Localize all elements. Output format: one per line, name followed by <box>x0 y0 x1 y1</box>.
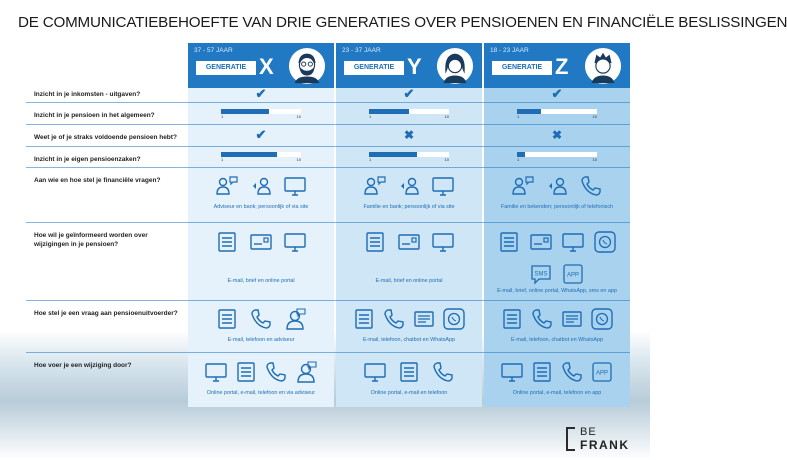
whatsapp-icon <box>442 307 466 331</box>
generation-label: GENERATIE <box>196 61 256 75</box>
question-label: Inzicht in je pensioen in het algemeen? <box>34 112 155 119</box>
rating-cell <box>188 151 334 161</box>
scale-max: 10 <box>296 157 301 162</box>
row-divider <box>26 124 630 125</box>
rating-cell <box>484 108 630 118</box>
chatbot-icon <box>560 307 584 331</box>
document-icon <box>234 360 258 384</box>
channels-caption: Adviseur en bank; persoonlijk of via site <box>213 204 309 210</box>
row-divider <box>26 167 630 168</box>
rating-cell <box>188 108 334 118</box>
channels-cell <box>484 307 630 344</box>
channels-cell <box>188 360 334 397</box>
logo-line-1: BE <box>580 426 597 438</box>
adviser-icon <box>283 307 307 331</box>
channels-caption: Online portal, e-mail, telefoon en app <box>512 390 602 396</box>
whatsapp-icon <box>590 307 614 331</box>
phone-icon <box>560 360 584 384</box>
channels-cell <box>188 230 334 285</box>
scale-min: 1 <box>369 114 372 119</box>
cross-icon: ✖ <box>551 128 563 142</box>
chatbot-icon <box>412 307 436 331</box>
phone-icon <box>530 307 554 331</box>
monitor-icon <box>500 360 524 384</box>
phone-icon <box>264 360 288 384</box>
logo-mark <box>566 427 575 451</box>
people-chat-icon <box>511 174 535 198</box>
mail-icon <box>529 230 553 254</box>
age-range: 23 - 37 JAAR <box>342 47 381 54</box>
app-icon-text: APP <box>566 272 580 279</box>
monitor-icon <box>431 174 455 198</box>
people-chat-icon <box>215 174 239 198</box>
rating-bar <box>369 151 449 161</box>
rating-bar-fill <box>221 109 269 114</box>
scale-max: 10 <box>296 114 301 119</box>
age-range: 37 - 57 JAAR <box>194 47 233 54</box>
rating-bar-fill <box>369 152 417 157</box>
checkmark-icon: ✔ <box>403 86 415 101</box>
scale-max: 10 <box>592 114 597 119</box>
talk-icon <box>545 174 569 198</box>
generation-label: GENERATIE <box>344 61 404 75</box>
rating-bar <box>517 151 597 161</box>
answer-cell <box>188 87 334 100</box>
row-divider <box>26 300 630 301</box>
scale-min: 1 <box>221 114 224 119</box>
question-label: Hoe voer je een wijziging door? <box>34 362 132 369</box>
generation-label: GENERATIE <box>492 61 552 75</box>
question-label: Inzicht in je eigen pensioenzaken? <box>34 156 141 163</box>
channels-caption: Online portal, e-mail, telefoon en via adviseur <box>206 390 316 396</box>
adviser-icon <box>294 360 318 384</box>
phone-icon <box>579 174 603 198</box>
answer-cell <box>188 128 334 141</box>
channels-caption: E-mail, brief en online portal <box>375 278 443 284</box>
header-generation-z <box>484 43 630 88</box>
document-icon <box>497 230 521 254</box>
channels-cell <box>336 174 482 211</box>
monitor-icon <box>283 174 307 198</box>
channels-caption: E-mail, telefoon, chatbot en WhatsApp <box>363 337 455 343</box>
generation-letter: X <box>259 54 274 79</box>
row-divider <box>26 352 630 353</box>
rating-bar-fill <box>517 109 541 114</box>
sms-icon <box>529 262 553 286</box>
rating-bar <box>221 108 301 118</box>
question-label: Inzicht in je inkomsten - uitgaven? <box>34 91 141 98</box>
sms-icon-text: SMS <box>534 271 548 278</box>
channels-caption: Familie en bank; persoonlijk of via site <box>363 204 455 210</box>
channels-cell <box>336 307 482 344</box>
document-icon <box>215 230 239 254</box>
answer-cell <box>484 87 630 100</box>
page-title: DE COMMUNICATIEBEHOEFTE VAN DRIE GENERATIES OVER PENSIOENEN EN FINANCIËLE BESLISSINGEN <box>18 14 787 31</box>
question-label: Hoe stel je een vraag aan pensioenuitvoerder? <box>34 310 178 317</box>
checkmark-icon: ✔ <box>255 86 267 101</box>
row-divider <box>26 146 630 147</box>
channels-cell <box>188 307 334 344</box>
document-icon <box>397 360 421 384</box>
age-range: 18 - 23 JAAR <box>490 47 529 54</box>
channels-caption: Online portal, e-mail en telefoon <box>370 390 448 396</box>
channels-caption: E-mail, telefoon, chatbot en WhatsApp <box>511 337 603 343</box>
cross-icon: ✖ <box>403 128 415 142</box>
people-chat-icon <box>363 174 387 198</box>
monitor-icon <box>561 230 585 254</box>
scale-min: 1 <box>221 157 224 162</box>
channels-cell <box>484 174 630 211</box>
channels-cell <box>188 174 334 211</box>
app-icon-text: APP <box>595 370 609 377</box>
channels-caption: E-mail, brief, online portal, WhatsApp, sms en app <box>497 288 617 294</box>
mail-icon <box>397 230 421 254</box>
phone-icon <box>382 307 406 331</box>
question-label: Hoe wil je geïnformeerd worden over wijzigingen in je pensioen? <box>34 232 148 248</box>
young-person-avatar-icon <box>584 47 622 85</box>
scale-min: 1 <box>517 157 520 162</box>
phone-icon <box>249 307 273 331</box>
man-beard-avatar-icon <box>288 47 326 85</box>
rating-bar-fill <box>369 109 409 114</box>
header-generation-x <box>188 43 334 88</box>
document-icon <box>363 230 387 254</box>
woman-avatar-icon <box>436 47 474 85</box>
answer-cell <box>336 87 482 100</box>
answer-cell <box>484 129 630 141</box>
document-icon <box>530 360 554 384</box>
question-label: Aan wie en hoe stel je financiële vragen? <box>34 177 161 184</box>
scale-max: 10 <box>592 157 597 162</box>
header-generation-y <box>336 43 482 88</box>
talk-icon <box>397 174 421 198</box>
generation-letter: Z <box>555 54 569 79</box>
channels-caption: E-mail, brief en online portal <box>227 278 295 284</box>
checkmark-icon: ✔ <box>255 127 267 142</box>
checkmark-icon: ✔ <box>551 86 563 101</box>
monitor-icon <box>283 230 307 254</box>
monitor-icon <box>431 230 455 254</box>
scale-max: 10 <box>444 114 449 119</box>
rating-bar-fill <box>221 152 277 157</box>
rating-cell <box>484 151 630 161</box>
channels-caption: E-mail, telefoon en adviseur <box>227 337 295 343</box>
befrank-logo <box>566 425 636 453</box>
answer-cell <box>336 129 482 141</box>
app-icon <box>561 262 585 286</box>
channels-cell <box>484 360 630 397</box>
rating-bar <box>517 108 597 118</box>
monitor-icon <box>363 360 387 384</box>
document-icon <box>215 307 239 331</box>
channels-cell <box>336 230 482 285</box>
logo-line-2: FRANK <box>580 438 630 452</box>
question-label: Weet je of je straks voldoende pensioen hebt? <box>34 134 177 141</box>
row-divider <box>26 222 630 223</box>
scale-max: 10 <box>444 157 449 162</box>
rating-bar <box>369 108 449 118</box>
generation-letter: Y <box>407 54 422 79</box>
document-icon <box>500 307 524 331</box>
talk-icon <box>249 174 273 198</box>
scale-min: 1 <box>369 157 372 162</box>
phone-icon <box>431 360 455 384</box>
mail-icon <box>249 230 273 254</box>
row-divider <box>26 102 630 103</box>
rating-cell <box>336 151 482 161</box>
channels-cell <box>484 230 630 295</box>
scale-min: 1 <box>517 114 520 119</box>
rating-cell <box>336 108 482 118</box>
channels-caption: Familie en bekenden; persoonlijk of telefonisch <box>500 204 614 210</box>
rating-bar <box>221 151 301 161</box>
monitor-icon <box>204 360 228 384</box>
channels-cell <box>336 360 482 397</box>
app-icon <box>590 360 614 384</box>
whatsapp-icon <box>593 230 617 254</box>
document-icon <box>352 307 376 331</box>
